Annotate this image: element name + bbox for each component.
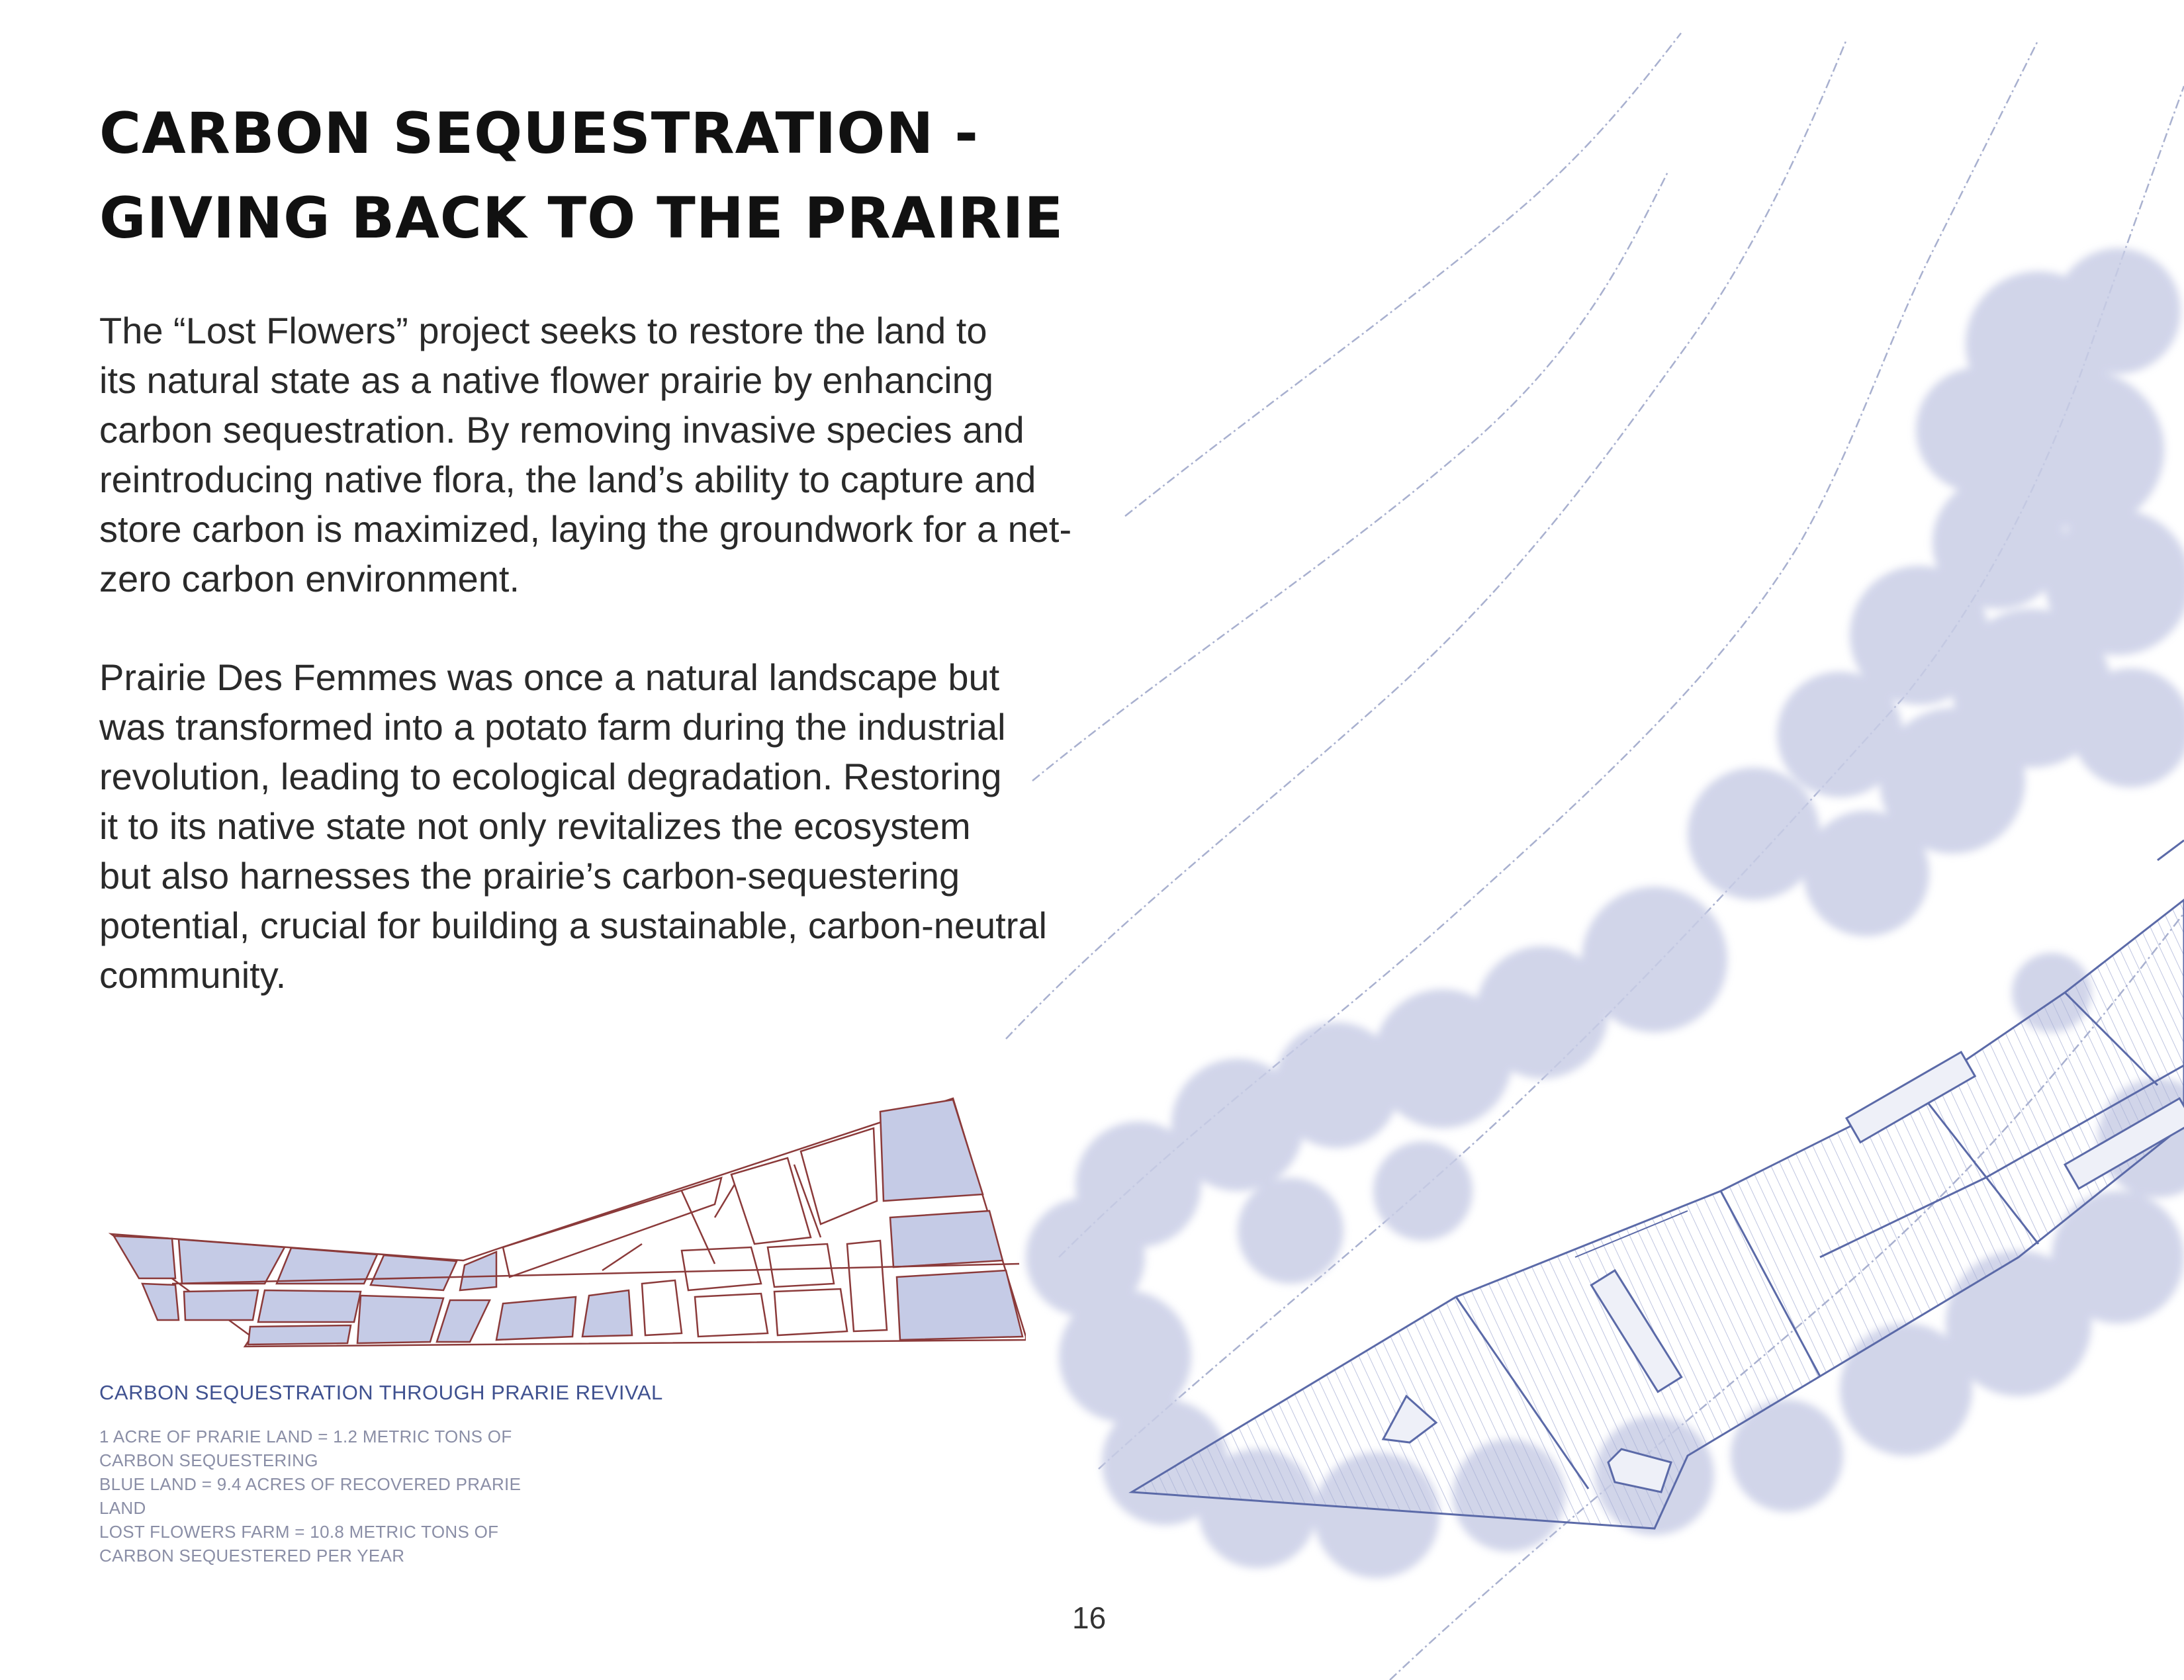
note-line: 1 ACRE OF PRARIE LAND = 1.2 METRIC TONS OF bbox=[99, 1427, 512, 1446]
paragraph-line: The “Lost Flowers” project seeks to restore the land to bbox=[99, 310, 987, 351]
parcel bbox=[897, 1270, 1023, 1340]
note-line: CARBON SEQUESTERED PER YEAR bbox=[99, 1546, 405, 1566]
parcel bbox=[114, 1236, 175, 1278]
parcel bbox=[496, 1297, 576, 1340]
parcel-diagram bbox=[99, 1085, 1026, 1363]
title-line: CARBON SEQUESTRATION - bbox=[99, 101, 979, 167]
note-line: LAND bbox=[99, 1498, 146, 1518]
parcel bbox=[890, 1211, 1003, 1267]
parcel bbox=[371, 1255, 457, 1290]
paragraph-line: store carbon is maximized, laying the groundwork for a net- bbox=[99, 508, 1072, 550]
parcel-white bbox=[774, 1289, 847, 1335]
history-paragraph bbox=[99, 652, 1185, 1000]
parcel bbox=[880, 1100, 983, 1201]
parcel-white bbox=[682, 1247, 761, 1290]
parcel-white bbox=[768, 1244, 834, 1287]
note-line: CARBON SEQUESTERING bbox=[99, 1450, 318, 1470]
page-title bbox=[99, 91, 1064, 261]
paragraph-line: carbon sequestration. By removing invasive species and bbox=[99, 409, 1024, 451]
parcel bbox=[582, 1290, 632, 1337]
paragraph-line: zero carbon environment. bbox=[99, 558, 520, 599]
paragraph-line: revolution, leading to ecological degradation. Restoring bbox=[99, 756, 1002, 797]
parcel bbox=[248, 1325, 351, 1345]
paragraph-line: community. bbox=[99, 954, 287, 996]
diagram-notes bbox=[99, 1425, 521, 1568]
paragraph-line: it to its native state not only revitalizes the ecosystem bbox=[99, 805, 971, 847]
parcel bbox=[357, 1296, 443, 1343]
note-line: LOST FLOWERS FARM = 10.8 METRIC TONS OF bbox=[99, 1522, 499, 1542]
paragraph-line: Prairie Des Femmes was once a natural landscape but bbox=[99, 656, 1000, 698]
parcel bbox=[179, 1239, 285, 1284]
diagram-caption: CARBON SEQUESTRATION THROUGH PRARIE REVIVAL bbox=[99, 1381, 663, 1404]
parcel-white bbox=[847, 1241, 887, 1331]
paragraph-line: its natural state as a native flower prairie by enhancing bbox=[99, 359, 993, 401]
page-number: 16 bbox=[1072, 1601, 1107, 1635]
parcel-white bbox=[642, 1280, 682, 1335]
parcel-white bbox=[695, 1294, 768, 1337]
paragraph-line: but also harnesses the prairie’s carbon-sequestering bbox=[99, 855, 960, 897]
intro-paragraph bbox=[99, 306, 1185, 603]
title-line: GIVING BACK TO THE PRAIRIE bbox=[99, 185, 1064, 251]
parcel bbox=[184, 1290, 258, 1320]
note-line: BLUE LAND = 9.4 ACRES OF RECOVERED PRARIE bbox=[99, 1474, 522, 1494]
paragraph-line: was transformed into a potato farm during the industrial bbox=[99, 706, 1006, 748]
paragraph-line: reintroducing native flora, the land’s ability to capture and bbox=[99, 459, 1036, 500]
parcel bbox=[258, 1290, 361, 1322]
paragraph-line: potential, crucial for building a sustainable, carbon-neutral bbox=[99, 905, 1047, 946]
parcel bbox=[142, 1284, 179, 1320]
parcel bbox=[277, 1248, 377, 1284]
